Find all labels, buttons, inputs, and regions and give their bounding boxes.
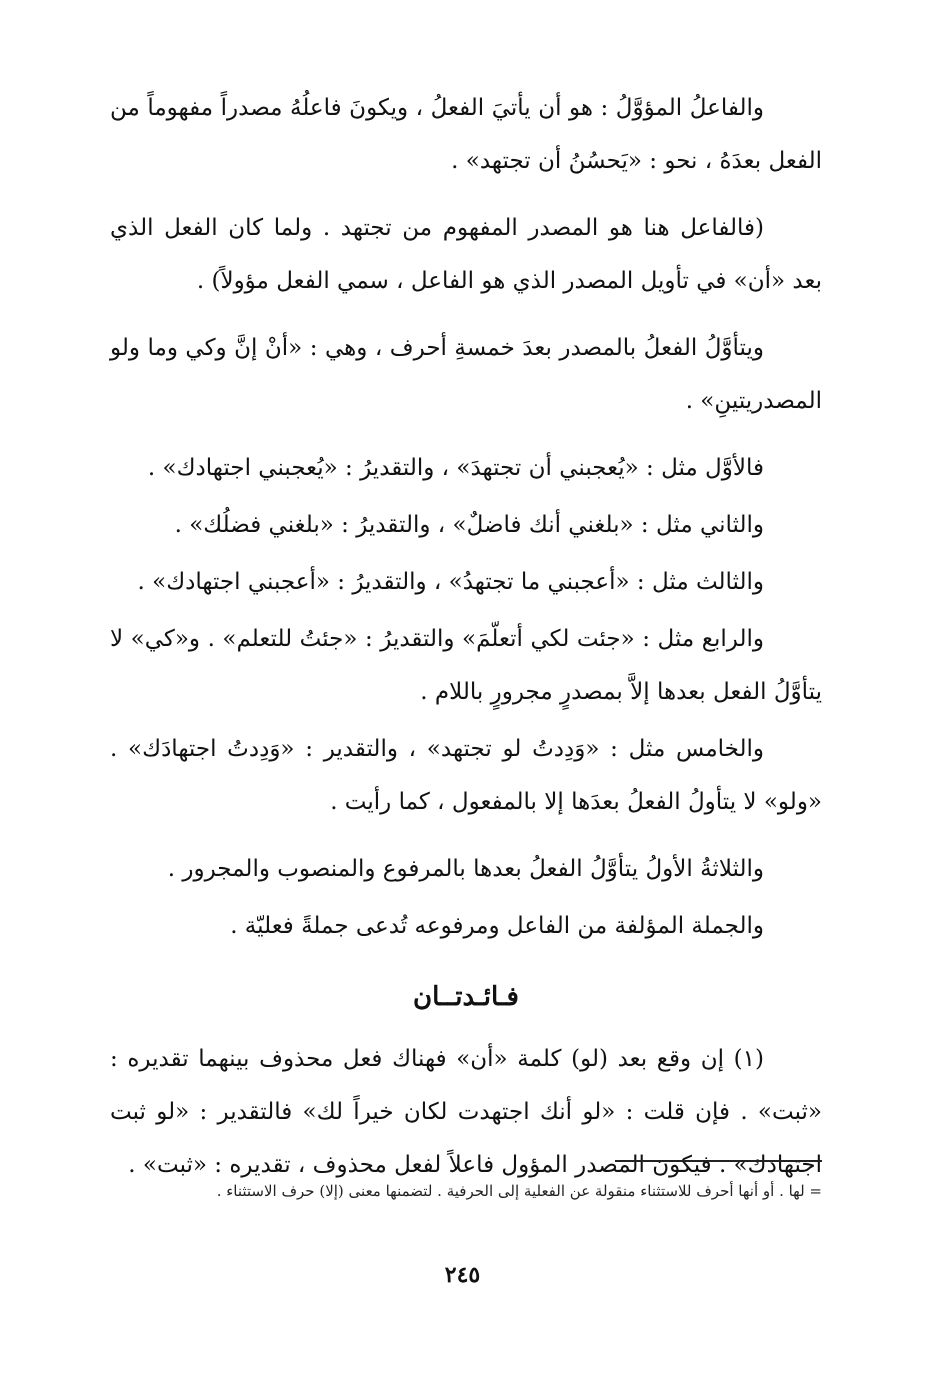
footnote: = لها . أو أنها أحرف للاستثناء منقولة عن الفعلية إلى الحرفية . لتضمنها معنى (إلا) حرف الاستثناء . (216, 1182, 822, 1200)
paragraph-explanation: (فالفاعل هنا هو المصدر المفهوم من تجتهد . ولما كان الفعل الذي بعد «أن» في تأويل المصدر الذي هو الفاعل ، سمي الفعل مؤولاً) . (110, 215, 822, 294)
page-number: ٢٤٥ (444, 1262, 481, 1288)
paragraph-example-fifth: والخامس مثل : «وَدِدتُ لو تجتهد» ، والتقدير : «وَدِدتُ اجتهادَك» . «ولو» لا يتأولُ الفعلُ بعدَها إلا بالمفعول ، كما رأيت . (110, 736, 822, 815)
paragraph-five-letters: ويتأوَّلُ الفعلُ بالمصدر بعدَ خمسةِ أحرف ، وهي : «أنْ إنَّ وكي وما ولو المصدريتينِ» . (110, 335, 822, 414)
paragraph-example-third: والثالث مثل : «أعجبني ما تجتهدُ» ، والتقديرُ : «أعجبني اجتهادك» . (137, 569, 764, 595)
section-heading: فـائـدتــان (413, 982, 519, 1012)
paragraph-example-second: والثاني مثل : «بلغني أنك فاضلٌ» ، والتقديرُ : «بلغني فضلُك» . (174, 512, 764, 538)
paragraph-example-first: فالأوَّل مثل : «يُعجبني أن تجتهدَ» ، والتقديرُ : «يُعجبني اجتهادك» . (147, 455, 764, 481)
page-body (110, 82, 822, 1206)
paragraph-first-three: والثلاثةُ الأولُ يتأوَّلُ الفعلُ بعدها بالمرفوع والمنصوب والمجرور . (167, 856, 764, 882)
paragraph-verbal-sentence: والجملة المؤلفة من الفاعل ومرفوعه تُدعى جملةً فعليّة . (230, 913, 764, 939)
footnote-divider (615, 1160, 822, 1162)
paragraph-example-fourth: والرابع مثل : «جئت لكي أتعلّمَ» والتقديرُ : «جئتُ للتعلم» . و«كي» لا يتأوَّلُ الفعل بعدها إلاَّ بمصدرٍ مجرورٍ باللام . (110, 626, 822, 705)
paragraph-interpreted-subject: والفاعلُ المؤوَّلُ : هو أن يأتيَ الفعلُ ، ويكونَ فاعلُهُ مصدراً مفهوماً من الفعل بعدَهُ ، نحو : «يَحسُنُ أن تجتهد» . (110, 95, 822, 174)
paragraph-benefit-one: (١) إن وقع بعد (لو) كلمة «أن» فهناك فعل محذوف بينهما تقديره : «ثبت» . فإن قلت : «لو أنك اجتهدت لكان خيراً لك» فالتقدير : «لو ثبت اجتهادك» . فيكون المصدر المؤول فاعلاً لفعل محذوف ، تقديره : «ثبت» . (110, 1046, 822, 1178)
